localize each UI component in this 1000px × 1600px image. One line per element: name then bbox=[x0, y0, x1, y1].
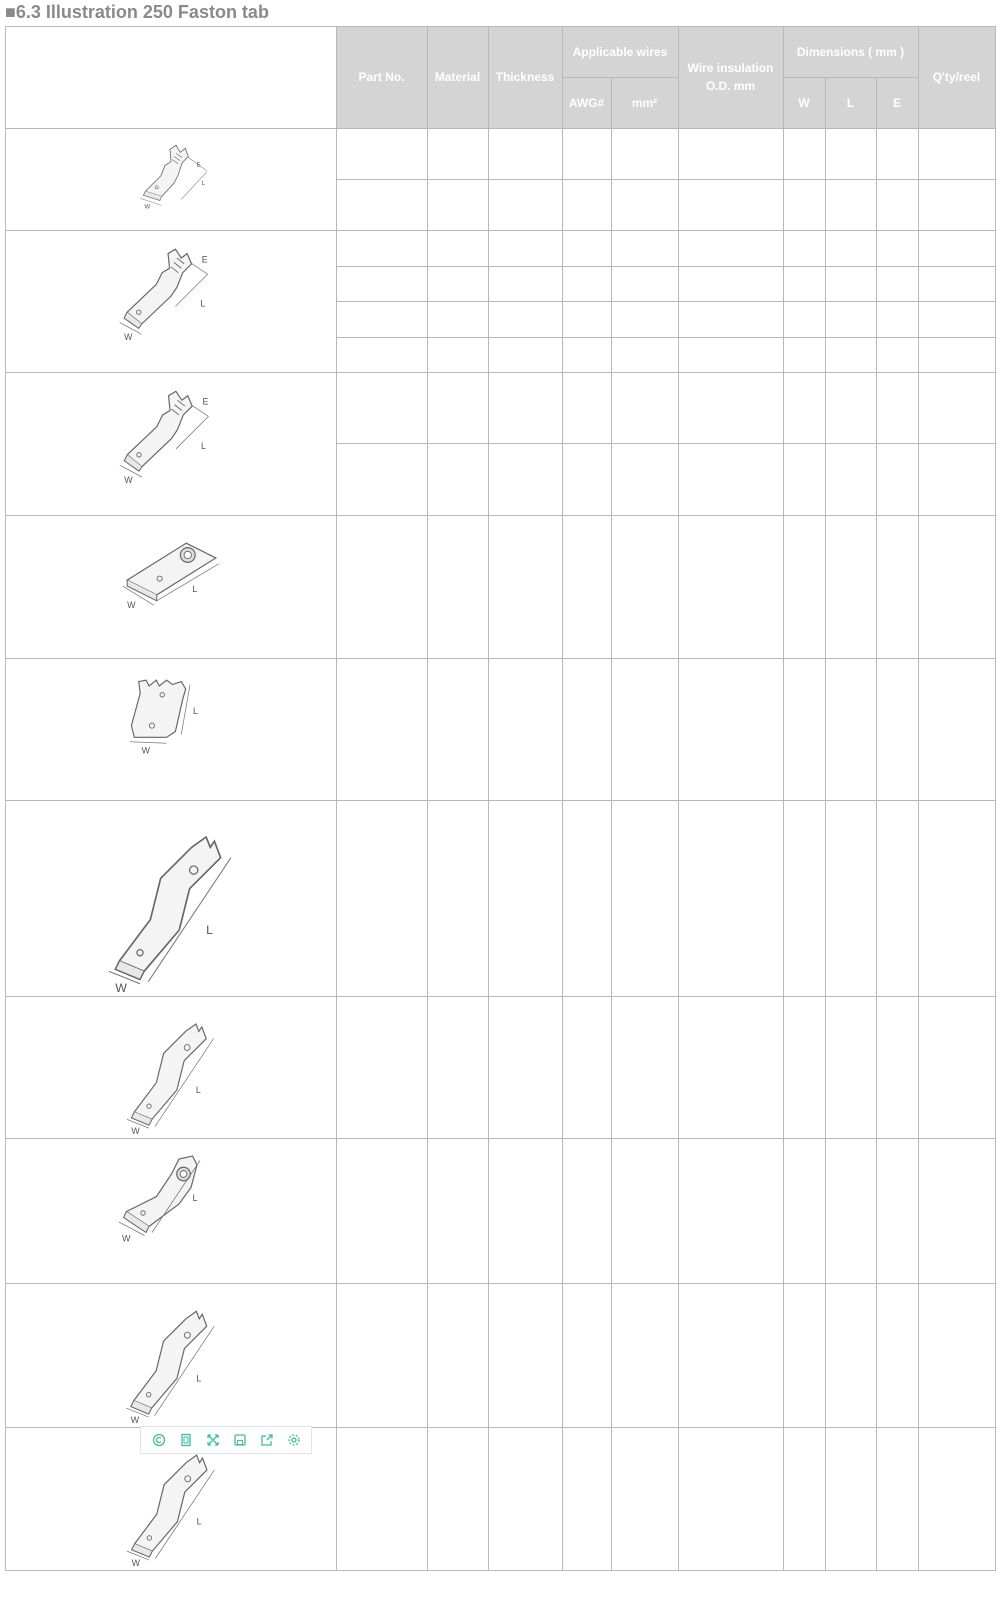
cell-thickness bbox=[488, 515, 562, 658]
cell-w bbox=[783, 515, 825, 658]
grid-line bbox=[678, 26, 679, 128]
cell-part bbox=[336, 1283, 427, 1427]
cell-l bbox=[825, 266, 876, 301]
cell-qty bbox=[918, 337, 995, 372]
cell-material bbox=[427, 128, 488, 179]
terminal-drawing-svg bbox=[125, 134, 217, 226]
image-toolbar bbox=[140, 1426, 312, 1454]
cell-l bbox=[825, 1138, 876, 1283]
cell-e bbox=[876, 443, 918, 515]
cell-part bbox=[336, 230, 427, 266]
cell-qty bbox=[918, 128, 995, 179]
cell-w bbox=[783, 658, 825, 800]
cell-l bbox=[825, 658, 876, 800]
cell-w bbox=[783, 337, 825, 372]
cell-qty bbox=[918, 301, 995, 337]
terminal-drawing bbox=[6, 129, 336, 230]
cell-qty bbox=[918, 1283, 995, 1427]
cell-awg bbox=[562, 128, 611, 179]
cell-awg bbox=[562, 1283, 611, 1427]
cell-od bbox=[678, 372, 783, 443]
cell-awg bbox=[562, 230, 611, 266]
dimension-label-w: W bbox=[124, 331, 133, 342]
cell-thickness bbox=[488, 996, 562, 1138]
cell-thickness bbox=[488, 800, 562, 996]
cell-l bbox=[825, 515, 876, 658]
terminal-drawing bbox=[6, 997, 336, 1138]
cell-material bbox=[427, 301, 488, 337]
cell-w bbox=[783, 179, 825, 230]
cell-w bbox=[783, 230, 825, 266]
dimension-label-w: W bbox=[131, 1125, 140, 1134]
header-part-no: Part No. bbox=[358, 70, 405, 84]
cell-qty bbox=[918, 658, 995, 800]
cell-awg bbox=[562, 800, 611, 996]
settings-icon[interactable] bbox=[286, 1432, 302, 1448]
dimension-label-l: L bbox=[200, 440, 206, 451]
cell-mm2 bbox=[611, 443, 678, 515]
header-w: W bbox=[798, 95, 810, 110]
header-mm2: mm² bbox=[631, 95, 658, 110]
cell-mm2 bbox=[611, 230, 678, 266]
dimension-label-e: E bbox=[196, 161, 201, 169]
cell-qty bbox=[918, 1138, 995, 1283]
cell-qty bbox=[918, 443, 995, 515]
faston-tab-table bbox=[5, 26, 996, 1596]
dimension-label-w: W bbox=[123, 474, 133, 485]
grid-line bbox=[611, 77, 612, 128]
grid-line bbox=[336, 26, 337, 128]
cell-awg bbox=[562, 996, 611, 1138]
dimension-label-l: L bbox=[196, 1516, 202, 1527]
header-applicable-wires: Applicable wires bbox=[572, 44, 668, 59]
cell-qty bbox=[918, 800, 995, 996]
cell-part bbox=[336, 800, 427, 996]
cell-mm2 bbox=[611, 996, 678, 1138]
cell-e bbox=[876, 301, 918, 337]
cell-material bbox=[427, 515, 488, 658]
terminal-drawing-svg bbox=[105, 521, 238, 654]
cell-material bbox=[427, 658, 488, 800]
cell-od bbox=[678, 179, 783, 230]
terminal-drawing bbox=[6, 801, 336, 996]
cell-awg bbox=[562, 1138, 611, 1283]
cell-thickness bbox=[488, 372, 562, 443]
grid-line bbox=[918, 26, 919, 128]
cell-e bbox=[876, 179, 918, 230]
cell-e bbox=[876, 1283, 918, 1427]
terminal-drawing bbox=[6, 231, 336, 372]
cell-material bbox=[427, 1427, 488, 1570]
cell-w bbox=[783, 443, 825, 515]
cell-awg bbox=[562, 443, 611, 515]
cell-material bbox=[427, 1138, 488, 1283]
crop-icon[interactable] bbox=[178, 1432, 194, 1448]
cell-thickness bbox=[488, 1283, 562, 1427]
cell-l bbox=[825, 443, 876, 515]
cell-awg bbox=[562, 1427, 611, 1570]
cell-material bbox=[427, 800, 488, 996]
dimension-label-l: L bbox=[201, 179, 206, 187]
terminal-drawing-svg bbox=[104, 1144, 239, 1279]
cell-material bbox=[427, 179, 488, 230]
dimension-label-l: L bbox=[191, 583, 197, 594]
cell-qty bbox=[918, 996, 995, 1138]
terminal-drawing bbox=[6, 516, 336, 658]
cell-awg bbox=[562, 301, 611, 337]
cell-material bbox=[427, 230, 488, 266]
cell-thickness bbox=[488, 230, 562, 266]
cell-part bbox=[336, 372, 427, 443]
cell-part bbox=[336, 266, 427, 301]
cell-w bbox=[783, 128, 825, 179]
cell-e bbox=[876, 800, 918, 996]
table-border bbox=[5, 1570, 996, 1571]
cell-qty bbox=[918, 1427, 995, 1570]
cell-awg bbox=[562, 266, 611, 301]
dimension-label-w: W bbox=[126, 599, 136, 610]
cell-l bbox=[825, 230, 876, 266]
header-l: L bbox=[846, 95, 855, 110]
header-wire-insulation: Wire insulation O.D. mm bbox=[687, 61, 774, 93]
cell-mm2 bbox=[611, 515, 678, 658]
cell-mm2 bbox=[611, 1427, 678, 1570]
cell-thickness bbox=[488, 1427, 562, 1570]
page-title: ■6.3 Illustration 250 Faston tab bbox=[5, 2, 269, 22]
cell-awg bbox=[562, 658, 611, 800]
cell-e bbox=[876, 337, 918, 372]
cell-material bbox=[427, 1283, 488, 1427]
dimension-label-e: E bbox=[202, 396, 208, 407]
cell-l bbox=[825, 179, 876, 230]
grid-line bbox=[783, 77, 918, 78]
cell-od bbox=[678, 996, 783, 1138]
cell-material bbox=[427, 337, 488, 372]
dimension-label-l: L bbox=[196, 1372, 202, 1383]
dimension-label-l: L bbox=[193, 705, 198, 716]
dimension-label-w: W bbox=[131, 1557, 140, 1566]
terminal-drawing-svg bbox=[78, 806, 264, 992]
cell-part bbox=[336, 658, 427, 800]
cell-w bbox=[783, 266, 825, 301]
cell-thickness bbox=[488, 658, 562, 800]
terminal-drawing-svg bbox=[105, 378, 238, 511]
cell-w bbox=[783, 301, 825, 337]
cell-awg bbox=[562, 515, 611, 658]
cell-mm2 bbox=[611, 1283, 678, 1427]
cell-thickness bbox=[488, 301, 562, 337]
cell-thickness bbox=[488, 337, 562, 372]
cell-l bbox=[825, 1427, 876, 1570]
terminal-drawing-svg bbox=[105, 664, 237, 796]
cell-od bbox=[678, 301, 783, 337]
cell-part bbox=[336, 443, 427, 515]
cell-l bbox=[825, 372, 876, 443]
terminal-drawing-svg bbox=[105, 1002, 237, 1134]
cell-mm2 bbox=[611, 337, 678, 372]
cell-w bbox=[783, 1283, 825, 1427]
cell-thickness bbox=[488, 1138, 562, 1283]
header-thickness: Thickness bbox=[495, 70, 555, 84]
cell-mm2 bbox=[611, 128, 678, 179]
cell-awg bbox=[562, 337, 611, 372]
cell-thickness bbox=[488, 128, 562, 179]
dimension-label-l: L bbox=[192, 1192, 198, 1203]
cell-part bbox=[336, 1427, 427, 1570]
cell-l bbox=[825, 996, 876, 1138]
terminal-drawing bbox=[6, 1139, 336, 1283]
terminal-drawing bbox=[6, 1284, 336, 1427]
dimension-label-e: E bbox=[201, 253, 208, 264]
cell-w bbox=[783, 1427, 825, 1570]
cell-l bbox=[825, 337, 876, 372]
grid-line bbox=[825, 77, 826, 128]
cell-od bbox=[678, 443, 783, 515]
dimension-label-w: W bbox=[121, 1233, 130, 1243]
cell-w bbox=[783, 1138, 825, 1283]
cell-mm2 bbox=[611, 301, 678, 337]
header-e: E bbox=[892, 95, 901, 110]
dimension-label-w: W bbox=[144, 203, 151, 211]
cell-mm2 bbox=[611, 179, 678, 230]
cell-w bbox=[783, 800, 825, 996]
cell-od bbox=[678, 266, 783, 301]
cell-qty bbox=[918, 230, 995, 266]
cell-material bbox=[427, 372, 488, 443]
cell-material bbox=[427, 996, 488, 1138]
cell-qty bbox=[918, 179, 995, 230]
grid-line bbox=[488, 26, 489, 128]
grid-line bbox=[876, 77, 877, 128]
cell-part bbox=[336, 515, 427, 658]
cell-e bbox=[876, 1138, 918, 1283]
dimension-label-w: W bbox=[130, 1414, 140, 1423]
cell-part bbox=[336, 337, 427, 372]
terminal-drawing bbox=[6, 659, 336, 800]
cell-part bbox=[336, 179, 427, 230]
cell-thickness bbox=[488, 266, 562, 301]
cell-qty bbox=[918, 372, 995, 443]
header-qty: Q'ty/reel bbox=[932, 70, 981, 84]
cell-mm2 bbox=[611, 800, 678, 996]
cell-e bbox=[876, 230, 918, 266]
terminal-drawing-svg bbox=[104, 1289, 238, 1423]
dimension-label-l: L bbox=[200, 297, 206, 308]
cell-od bbox=[678, 1283, 783, 1427]
cell-e bbox=[876, 515, 918, 658]
cell-qty bbox=[918, 515, 995, 658]
cell-w bbox=[783, 996, 825, 1138]
cell-thickness bbox=[488, 443, 562, 515]
cell-material bbox=[427, 266, 488, 301]
cell-mm2 bbox=[611, 266, 678, 301]
header-dimensions: Dimensions ( mm ) bbox=[796, 44, 905, 59]
cell-od bbox=[678, 515, 783, 658]
share-icon[interactable] bbox=[259, 1432, 275, 1448]
cell-e bbox=[876, 266, 918, 301]
cell-mm2 bbox=[611, 1138, 678, 1283]
cell-od bbox=[678, 1138, 783, 1283]
cell-part bbox=[336, 996, 427, 1138]
table-border bbox=[995, 26, 996, 1571]
cell-e bbox=[876, 128, 918, 179]
cell-part bbox=[336, 1138, 427, 1283]
save-icon[interactable] bbox=[232, 1432, 248, 1448]
cell-awg bbox=[562, 372, 611, 443]
grid-line bbox=[562, 77, 678, 78]
cell-l bbox=[825, 1283, 876, 1427]
cell-e bbox=[876, 996, 918, 1138]
cell-part bbox=[336, 301, 427, 337]
grid-line bbox=[427, 26, 428, 128]
header-awg: AWG# bbox=[568, 95, 605, 110]
dimension-label-w: W bbox=[141, 744, 150, 755]
cell-part bbox=[336, 128, 427, 179]
cell-od bbox=[678, 337, 783, 372]
cell-thickness bbox=[488, 179, 562, 230]
cell-od bbox=[678, 800, 783, 996]
cell-w bbox=[783, 372, 825, 443]
cell-l bbox=[825, 301, 876, 337]
cell-od bbox=[678, 230, 783, 266]
cell-od bbox=[678, 658, 783, 800]
cell-l bbox=[825, 128, 876, 179]
dimension-label-l: L bbox=[195, 1084, 201, 1095]
cell-l bbox=[825, 800, 876, 996]
cell-material bbox=[427, 443, 488, 515]
cell-awg bbox=[562, 179, 611, 230]
cell-e bbox=[876, 1427, 918, 1570]
dimension-label-w: W bbox=[115, 980, 127, 992]
header-material: Material bbox=[434, 70, 481, 84]
terminal-drawing-svg bbox=[105, 236, 237, 368]
cell-od bbox=[678, 1427, 783, 1570]
cell-e bbox=[876, 658, 918, 800]
copy-icon[interactable] bbox=[151, 1432, 167, 1448]
dimension-label-l: L bbox=[206, 922, 214, 937]
expand-icon[interactable] bbox=[205, 1432, 221, 1448]
terminal-drawing bbox=[6, 373, 336, 515]
table-border bbox=[5, 26, 996, 27]
cell-mm2 bbox=[611, 372, 678, 443]
cell-mm2 bbox=[611, 658, 678, 800]
cell-od bbox=[678, 128, 783, 179]
cell-qty bbox=[918, 266, 995, 301]
cell-e bbox=[876, 372, 918, 443]
